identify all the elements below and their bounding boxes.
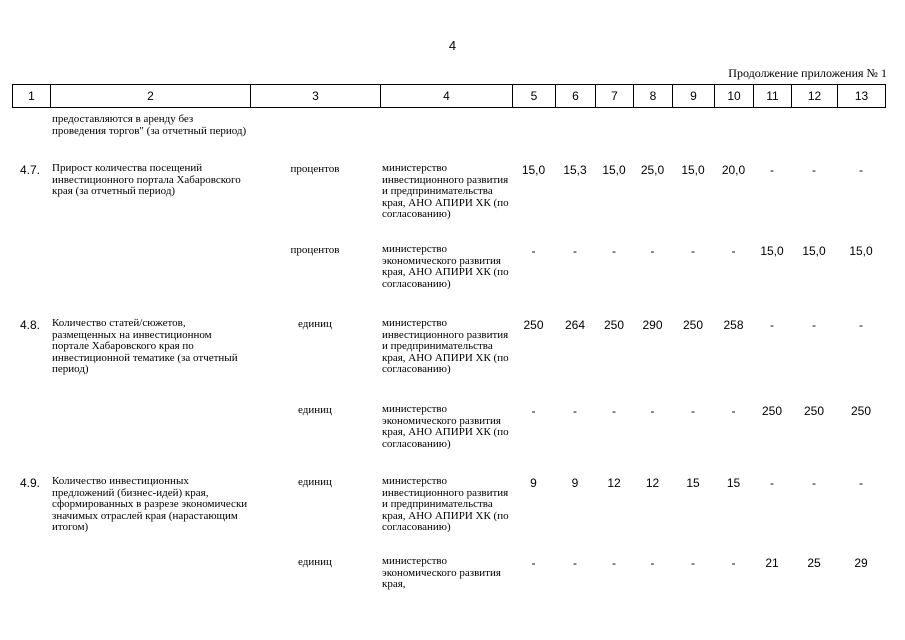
value-cell-col-10: 258: [723, 318, 744, 332]
value-cell-col-13: 15,0: [849, 244, 873, 258]
row-number: 4.7.: [20, 163, 41, 177]
value-cell-col-13: -: [859, 318, 863, 332]
table-row: [12, 400, 885, 470]
value-cell-col-6: [555, 108, 595, 159]
header-col-8: 8: [634, 85, 673, 108]
value-cell-col-11: -: [770, 163, 774, 177]
unit-of-measure: процентов: [290, 163, 340, 175]
value-cell-col-11: 250: [761, 404, 783, 418]
responsible-executor: министерство экономического развития края, АНО АПИРИ ХК (по согласованию): [382, 243, 509, 290]
table-row: [12, 470, 885, 552]
row-number: 4.9.: [20, 476, 41, 490]
unit-of-measure: единиц: [298, 556, 332, 568]
row-number: [12, 552, 50, 602]
value-cell-col-5: 15,0: [521, 163, 546, 177]
value-cell-col-6: -: [573, 404, 577, 418]
header-col-13: 13: [838, 85, 886, 108]
value-cell-col-9: -: [691, 404, 695, 418]
value-cell-col-6: -: [573, 244, 577, 258]
header-col-12: 12: [792, 85, 838, 108]
value-cell-col-7: -: [612, 404, 616, 418]
value-cell-col-9: 15: [686, 476, 700, 490]
value-cell-col-12: -: [812, 476, 816, 490]
value-cell-col-12: -: [812, 163, 816, 177]
value-cell-col-7: 15,0: [602, 163, 626, 177]
value-cell-col-5: 250: [523, 318, 544, 332]
indicator-name: Количество статей/сюжетов, размещенных на инвестиционном портале Хабаровского края по инвестиционной тематике (за отчетный период): [52, 317, 238, 375]
header-col-9: 9: [673, 85, 715, 108]
value-cell-col-5: 9: [530, 476, 537, 490]
value-cell-col-7: [595, 108, 633, 159]
value-cell-col-7: -: [612, 556, 616, 570]
value-cell-col-9: 15,0: [681, 163, 705, 177]
unit-of-measure: единиц: [298, 404, 332, 416]
unit-of-measure: [250, 108, 380, 159]
value-cell-col-13: -: [859, 163, 863, 177]
value-cell-col-9: 250: [682, 318, 704, 332]
value-cell-col-13: [837, 108, 885, 159]
header-col-7: 7: [596, 85, 634, 108]
table-row: [12, 312, 885, 400]
unit-of-measure: процентов: [290, 244, 340, 256]
value-cell-col-5: -: [531, 556, 536, 570]
indicator-name: предоставляются в аренду без проведения торгов" (за отчетный период): [52, 113, 247, 137]
value-cell-col-8: [633, 108, 672, 159]
value-cell-col-6: 264: [564, 318, 586, 332]
value-cell-col-8: -: [650, 556, 655, 570]
value-cell-col-10: 15: [726, 476, 741, 490]
value-cell-col-7: -: [612, 244, 616, 258]
header-col-2: 2: [51, 85, 251, 108]
unit-of-measure: единиц: [298, 318, 332, 330]
indicator-name: [50, 240, 250, 312]
value-cell-col-12: [791, 108, 837, 159]
value-cell-col-8: 12: [645, 476, 660, 490]
value-cell-col-12: 250: [803, 404, 825, 418]
row-number: [12, 400, 50, 470]
value-cell-col-10: -: [731, 556, 736, 570]
value-cell-col-9: -: [691, 556, 695, 570]
unit-of-measure: единиц: [298, 476, 332, 488]
indicator-name: Количество инвестиционных предложений (бизнес-идей) края, сформированных в разрезе экономически значимых отраслей края (нарастающим итогом): [52, 475, 248, 533]
page-number: 4: [448, 38, 457, 53]
value-cell-col-9: [672, 108, 714, 159]
indicator-name: Прирост количества посещений инвестиционного портала Хабаровского края (за отчетный период): [52, 162, 241, 197]
value-cell-col-9: -: [691, 244, 695, 258]
responsible-executor: [380, 108, 512, 159]
value-cell-col-11: -: [770, 318, 774, 332]
value-cell-col-11: [753, 108, 791, 159]
row-number: 4.8.: [20, 318, 41, 332]
responsible-executor: министерство инвестиционного развития и предпринимательства края, АНО АПИРИ ХК (по согласованию): [382, 317, 509, 375]
value-cell-col-5: -: [531, 244, 536, 258]
responsible-executor: министерство экономического развития края,: [382, 555, 501, 590]
continuation-label: Продолжение приложения № 1: [728, 66, 887, 80]
value-cell-col-13: 29: [854, 556, 868, 570]
value-cell-col-5: [512, 108, 555, 159]
table-row: [12, 108, 885, 159]
value-cell-col-6: -: [573, 556, 577, 570]
value-cell-col-8: -: [650, 404, 655, 418]
table-row: [12, 159, 885, 240]
row-number: [12, 108, 50, 159]
indicators-table: [12, 108, 885, 602]
value-cell-col-8: 290: [642, 318, 663, 332]
value-cell-col-7: 12: [607, 476, 621, 490]
value-cell-col-6: 15,3: [563, 163, 587, 177]
value-cell-col-5: -: [531, 404, 536, 418]
header-col-1: 1: [13, 85, 51, 108]
indicator-name: [50, 400, 250, 470]
responsible-executor: министерство экономического развития края, АНО АПИРИ ХК (по согласованию): [382, 403, 509, 450]
header-col-6: 6: [556, 85, 596, 108]
value-cell-col-12: 25: [807, 556, 821, 570]
value-cell-col-11: 21: [765, 556, 779, 570]
value-cell-col-13: -: [859, 476, 863, 490]
indicator-name: [50, 552, 250, 602]
header-col-10: 10: [715, 85, 754, 108]
value-cell-col-10: -: [731, 404, 736, 418]
value-cell-col-13: 250: [850, 404, 872, 418]
value-cell-col-11: -: [770, 476, 774, 490]
header-col-4: 4: [381, 85, 513, 108]
value-cell-col-10: 20,0: [721, 163, 746, 177]
responsible-executor: министерство инвестиционного развития и предпринимательства края, АНО АПИРИ ХК (по согласованию): [382, 475, 509, 533]
value-cell-col-12: -: [812, 318, 816, 332]
table-row: [12, 240, 885, 312]
table-row: [12, 552, 885, 602]
header-col-11: 11: [754, 85, 792, 108]
column-number-header: [12, 84, 886, 108]
value-cell-col-7: 250: [603, 318, 625, 332]
value-cell-col-8: 25,0: [640, 163, 665, 177]
responsible-executor: министерство инвестиционного развития и предпринимательства края, АНО АПИРИ ХК (по согласованию): [382, 162, 509, 220]
row-number: [12, 240, 50, 312]
value-cell-col-10: [714, 108, 753, 159]
value-cell-col-12: 15,0: [802, 244, 826, 258]
header-col-5: 5: [513, 85, 556, 108]
value-cell-col-8: -: [650, 244, 655, 258]
value-cell-col-10: -: [731, 244, 736, 258]
header-col-3: 3: [251, 85, 381, 108]
value-cell-col-11: 15,0: [760, 244, 784, 258]
value-cell-col-6: 9: [571, 476, 579, 490]
